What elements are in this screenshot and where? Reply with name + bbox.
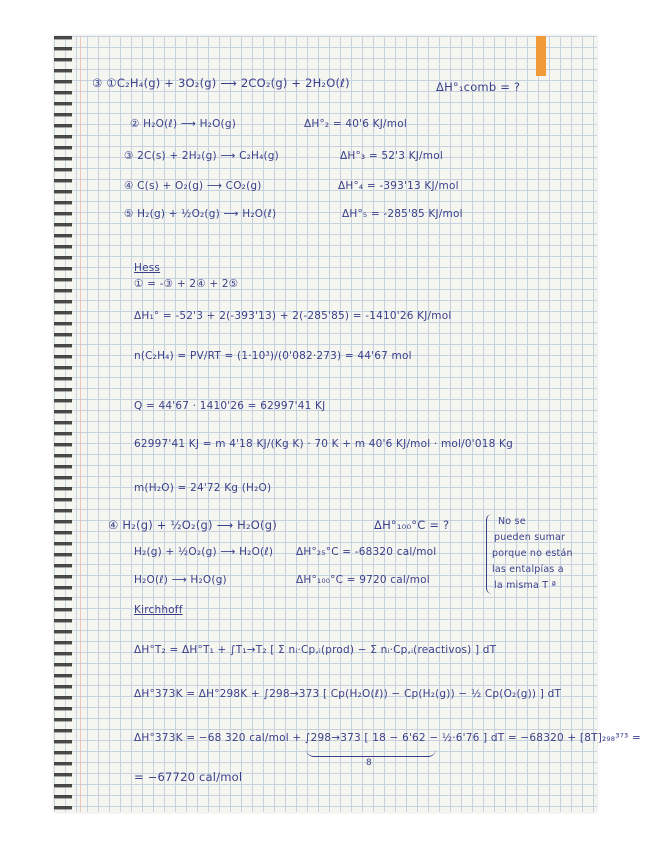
- ex4-main-reaction: ④ H₂(g) + ½O₂(g) ⟶ H₂O(g): [108, 518, 277, 532]
- page-tab-marker: [536, 36, 546, 76]
- kirchhoff-general-equation: ΔH°T₂ = ΔH°T₁ + ∫T₁→T₂ [ Σ nᵢ·Cp,ᵢ(prod) − Σ nᵢ·Cp,ᵢ(reactivos) ] dT: [134, 644, 497, 656]
- kirchhoff-heading: Kirchhoff: [134, 604, 183, 616]
- note-line: porque no están: [492, 548, 573, 559]
- ex3-reaction-2-enthalpy: ΔH°₂ = 40'6 KJ/mol: [304, 118, 407, 130]
- note-line: pueden sumar: [494, 532, 566, 543]
- note-line: la misma T ª: [494, 580, 557, 591]
- ex3-reaction-3: ③ 2C(s) + 2H₂(g) ⟶ C₂H₄(g): [124, 150, 279, 162]
- hess-calculation: ΔH₁° = -52'3 + 2(-393'13) + 2(-285'85) = -1410'26 KJ/mol: [134, 310, 452, 322]
- ex3-reaction-5: ⑤ H₂(g) + ½O₂(g) ⟶ H₂O(ℓ): [124, 208, 277, 220]
- ex3-reaction-2: ② H₂O(ℓ) ⟶ H₂O(g): [130, 118, 237, 130]
- hess-combination: ① = -③ + 2④ + 2⑤: [134, 278, 239, 290]
- final-result: = −67720 cal/mol: [134, 770, 243, 784]
- underbrace-value: 8: [366, 758, 372, 768]
- kirchhoff-specific-equation: ΔH°373K = ΔH°298K + ∫298→373 [ Cp(H₂O(ℓ)) − Cp(H₂(g)) − ½ Cp(O₂(g)) ] dT: [134, 688, 562, 700]
- heat-calculation: Q = 44'67 · 1410'26 = 62997'41 KJ: [134, 400, 326, 412]
- moles-calculation: n(C₂H₄) = PV/RT = (1·10³)/(0'082·273) = 44'67 mol: [134, 350, 412, 362]
- mass-equation: 62997'41 KJ = m 4'18 KJ/(Kg K) · 70 K + m 40'6 KJ/mol · mol/0'018 Kg: [134, 438, 513, 450]
- integrand-underbrace: [306, 748, 436, 757]
- ex4-reaction-a: H₂(g) + ½O₂(g) ⟶ H₂O(ℓ): [134, 546, 274, 558]
- mass-result: m(H₂O) = 24'72 Kg (H₂O): [134, 482, 272, 494]
- ex4-reaction-b: H₂O(ℓ) ⟶ H₂O(g): [134, 574, 227, 586]
- note-line: No se: [498, 516, 526, 527]
- kirchhoff-numeric-equation: ΔH°373K = −68 320 cal/mol + ∫298→373 [ 18 − 6'62 − ½·6'76 ] dT = −68320 + [8T]₂₉₈³⁷³ =: [134, 732, 641, 744]
- ex4-reaction-a-enthalpy: ΔH°₂₅°C = -68320 cal/mol: [296, 546, 437, 558]
- margin-line: [80, 36, 81, 812]
- ex3-reaction-4: ④ C(s) + O₂(g) ⟶ CO₂(g): [124, 180, 262, 192]
- hess-heading: Hess: [134, 262, 161, 274]
- ex3-reaction-4-enthalpy: ΔH°₄ = -393'13 KJ/mol: [338, 180, 459, 192]
- ex4-reaction-b-enthalpy: ΔH°₁₀₀°C = 9720 cal/mol: [296, 574, 430, 586]
- ex3-reaction-5-enthalpy: ΔH°₅ = -285'85 KJ/mol: [342, 208, 463, 220]
- note-line: las entalpías a: [492, 564, 564, 575]
- spiral-binding: [54, 36, 72, 812]
- ex4-target-enthalpy: ΔH°₁₀₀°C = ?: [374, 518, 450, 532]
- ex3-target-enthalpy: ΔH°₁comb = ?: [436, 80, 521, 94]
- ex3-reaction-3-enthalpy: ΔH°₃ = 52'3 KJ/mol: [340, 150, 443, 162]
- ex3-main-reaction: ③ ①C₂H₄(g) + 3O₂(g) ⟶ 2CO₂(g) + 2H₂O(ℓ): [92, 76, 350, 90]
